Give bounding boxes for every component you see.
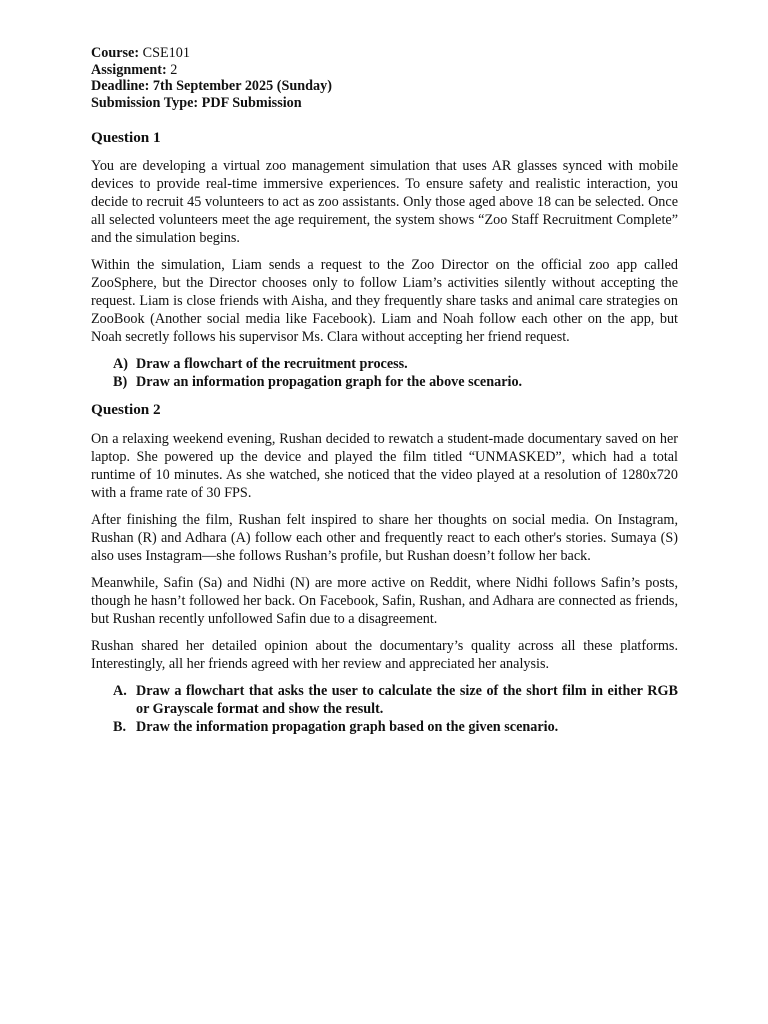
question-1-paragraph-1: You are developing a virtual zoo management simulation that uses AR glasses synced with mobile devices to provide real-time immersive experiences. To ensure safety and realistic interaction, you decide to recruit 45 volunteers to act as zoo assistants. Only those aged above 18 can be selected. Once all selected volunteers meet the age requirement, the system shows “Zoo Staff Recruitment Complete” and the simulation begins. bbox=[91, 158, 678, 247]
assignment-label: Assignment: bbox=[91, 61, 167, 78]
course-value: CSE101 bbox=[142, 45, 190, 61]
question-1-title: Question 1 bbox=[91, 129, 161, 147]
course-label: Course: bbox=[91, 45, 140, 61]
task-marker: B. bbox=[113, 719, 127, 736]
submission-type-text: Submission Type: PDF Submission bbox=[91, 94, 302, 111]
task-text: Draw an information propagation graph for the above scenario. bbox=[136, 374, 523, 391]
question-2-tasks bbox=[91, 682, 678, 736]
question-2-paragraph-2: After finishing the film, Rushan felt inspired to share her thoughts on social media. On Instagram, Rushan (R) and Adhara (A) follow each other and frequently react to each other's stories. Sumaya (S) also uses Instagram—she follows Rushan’s profile, but Rushan doesn’t follow her back. bbox=[91, 512, 678, 565]
question-2-paragraph-1: On a relaxing weekend evening, Rushan decided to rewatch a student-made documentary saved on her laptop. She powered up the device and played the film titled “UNMASKED”, which had a total runtime of 10 minutes. As she watched, she noticed that the video played at a resolution of 1280x720 with a frame rate of 30 FPS. bbox=[91, 431, 678, 502]
task-marker: A) bbox=[113, 356, 128, 373]
question-2-paragraph-3: Meanwhile, Safin (Sa) and Nidhi (N) are more active on Reddit, where Nidhi follows Safin’s posts, though he hasn’t followed her back. On Facebook, Safin, Rushan, and Adhara are connected as friends, but Rushan recently unfollowed Safin due to a disagreement. bbox=[91, 575, 678, 628]
question-1-section bbox=[91, 129, 678, 391]
submission-type-line bbox=[91, 95, 678, 112]
deadline-text: Deadline: 7th September 2025 (Sunday) bbox=[91, 78, 332, 95]
deadline-line bbox=[91, 78, 678, 95]
question-2-task-a bbox=[91, 682, 678, 718]
question-2-paragraph-4: Rushan shared her detailed opinion about the documentary’s quality across all these platforms. Interestingly, all her friends agreed with her review and appreciated her analysis. bbox=[91, 638, 678, 673]
assignment-header bbox=[91, 45, 678, 111]
question-2-task-b bbox=[91, 718, 678, 736]
task-marker: A. bbox=[113, 683, 127, 700]
question-1-tasks bbox=[91, 355, 678, 391]
question-1-task-b bbox=[91, 373, 678, 391]
course-line bbox=[91, 45, 678, 62]
assignment-line bbox=[91, 62, 678, 79]
question-2-section bbox=[91, 401, 678, 736]
question-1-task-a bbox=[91, 355, 678, 373]
task-text: Draw a flowchart that asks the user to calculate the size of the short film in either RGB or Grayscale format and show the result. bbox=[136, 683, 678, 718]
question-2-title: Question 2 bbox=[91, 401, 161, 419]
task-text: Draw the information propagation graph based on the given scenario. bbox=[136, 719, 559, 736]
task-marker: B) bbox=[113, 374, 128, 391]
assignment-value: 2 bbox=[170, 61, 178, 78]
question-1-paragraph-2: Within the simulation, Liam sends a request to the Zoo Director on the official zoo app called ZooSphere, but the Director chooses only to follow Liam’s activities silently without accepting the request. Liam is close friends with Aisha, and they frequently share tasks and animal care strategies on ZooBook (Another social media like Facebook). Liam and Noah follow each other on the app, but Noah secretly follows his supervisor Ms. Clara without accepting her friend request. bbox=[91, 257, 678, 346]
task-text: Draw a flowchart of the recruitment process. bbox=[136, 356, 408, 373]
